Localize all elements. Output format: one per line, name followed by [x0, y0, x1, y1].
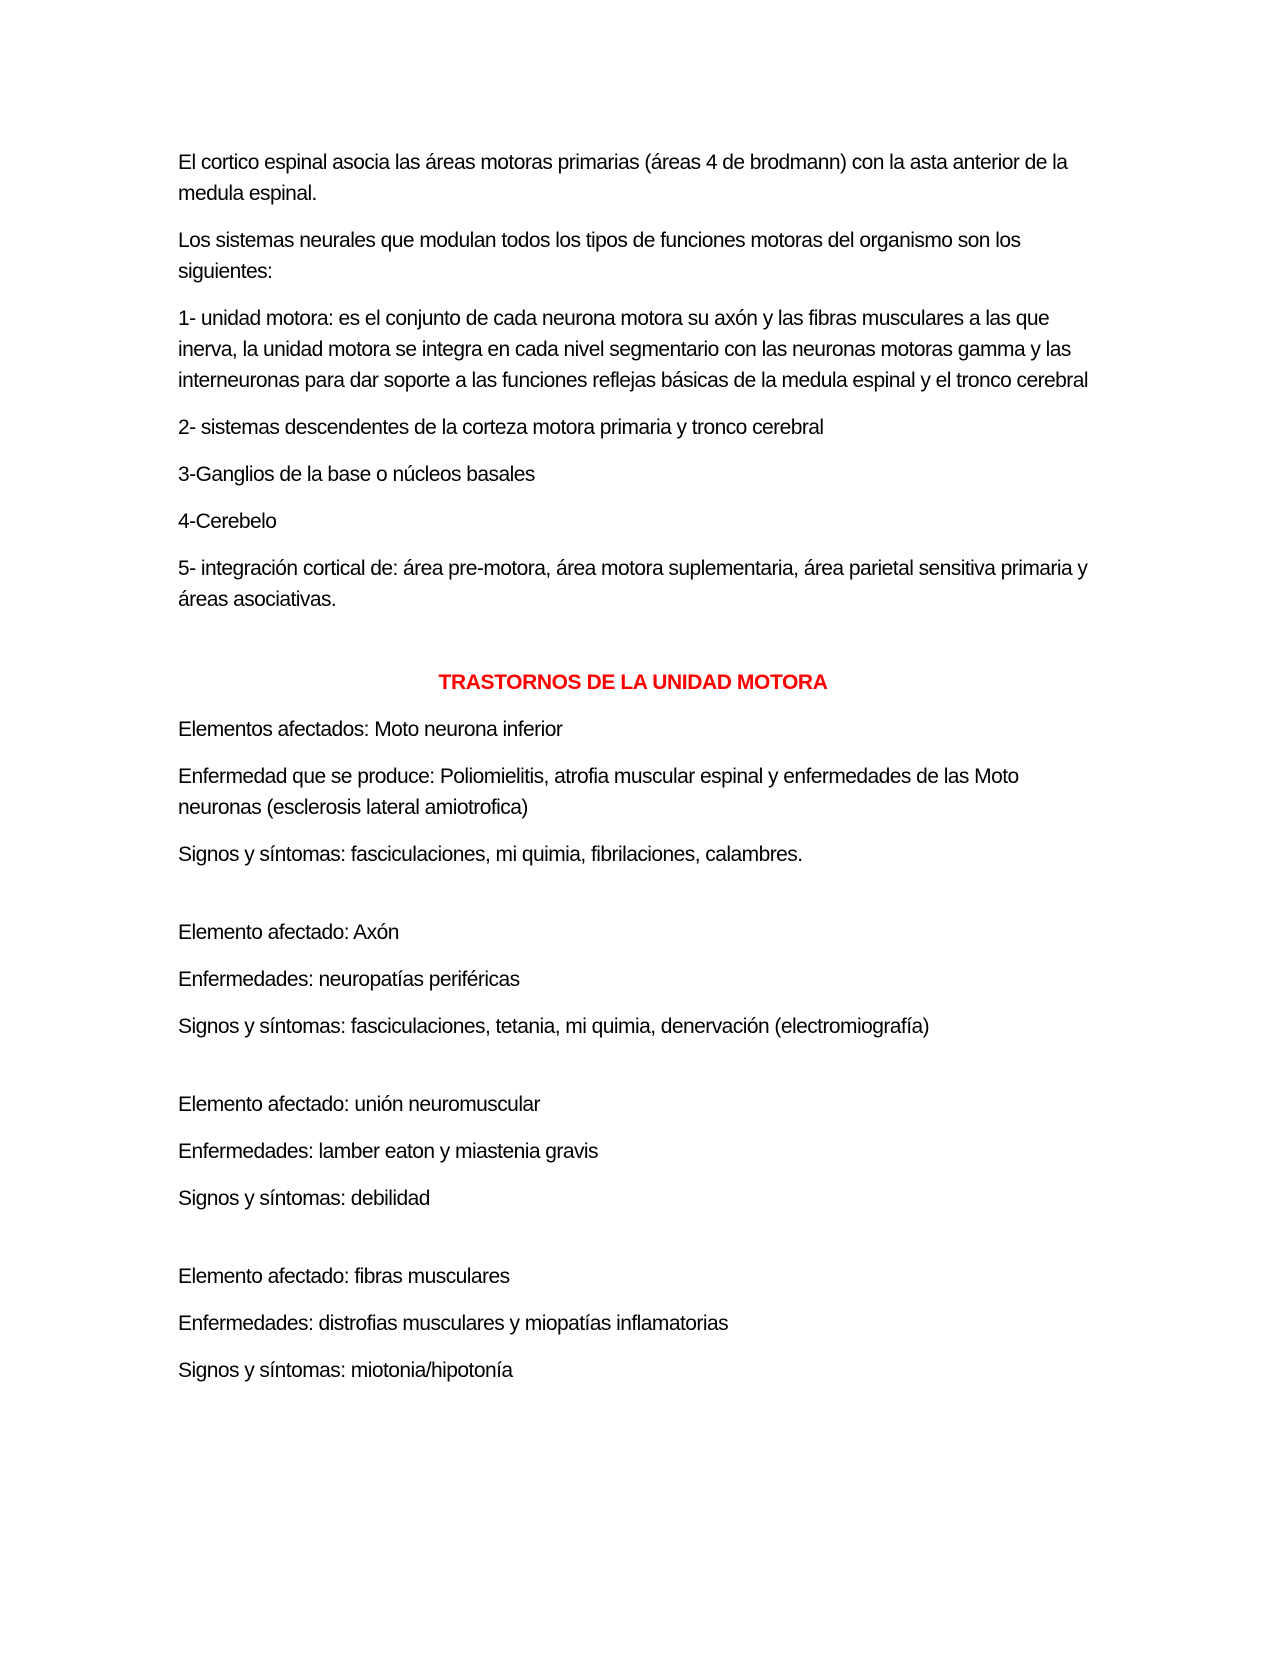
group-4-disease: Enfermedades: distrofias musculares y miopatías inflamatorias: [178, 1312, 729, 1335]
group-2-element: Elemento afectado: Axón: [178, 921, 399, 944]
group-4-signs: Signos y síntomas: miotonia/hipotonía: [178, 1359, 513, 1382]
list-item-integracion-cortical: 5- integración cortical de: área pre-motora, área motora suplementaria, área parietal sensitiva primaria y áreas asociativas.: [178, 557, 1088, 611]
list-item-sistemas-descendentes: 2- sistemas descendentes de la corteza motora primaria y tronco cerebral: [178, 416, 824, 439]
group-2-signs: Signos y síntomas: fasciculaciones, tetania, mi quimia, denervación (electromiografía): [178, 1015, 930, 1038]
group-3-disease: Enfermedades: lamber eaton y miastenia gravis: [178, 1140, 598, 1163]
intro-paragraph-sistemas-neurales: Los sistemas neurales que modulan todos los tipos de funciones motoras del organismo son los siguientes:: [178, 229, 1021, 283]
list-item-cerebelo: 4-Cerebelo: [178, 510, 277, 533]
group-4-element: Elemento afectado: fibras musculares: [178, 1265, 510, 1288]
group-3-element: Elemento afectado: unión neuromuscular: [178, 1093, 541, 1116]
group-1-element: Elementos afectados: Moto neurona inferior: [178, 718, 563, 741]
section-heading: TRASTORNOS DE LA UNIDAD MOTORA: [438, 671, 828, 694]
list-item-ganglios-base: 3-Ganglios de la base o núcleos basales: [178, 463, 535, 486]
group-1-disease: Enfermedad que se produce: Poliomielitis, atrofia muscular espinal y enfermedades de las Moto neuronas (esclerosis lateral amiotrofica): [178, 765, 1019, 819]
document-page: [178, 147, 1088, 1402]
intro-paragraph-cortico-espinal: El cortico espinal asocia las áreas motoras primarias (áreas 4 de brodmann) con la asta anterior de la medula espinal.: [178, 151, 1068, 205]
group-1-signs: Signos y síntomas: fasciculaciones, mi quimia, fibrilaciones, calambres.: [178, 843, 803, 866]
list-item-unidad-motora: 1- unidad motora: es el conjunto de cada neurona motora su axón y las fibras musculares a las que inerva, la unidad motora se integra en cada nivel segmentario con las neuronas motoras gamma y las interneuronas para dar soporte a las funciones reflejas básicas de la medula espinal y el tronco cerebral: [178, 307, 1088, 392]
group-3-signs: Signos y síntomas: debilidad: [178, 1187, 430, 1210]
group-2-disease: Enfermedades: neuropatías periféricas: [178, 968, 520, 991]
